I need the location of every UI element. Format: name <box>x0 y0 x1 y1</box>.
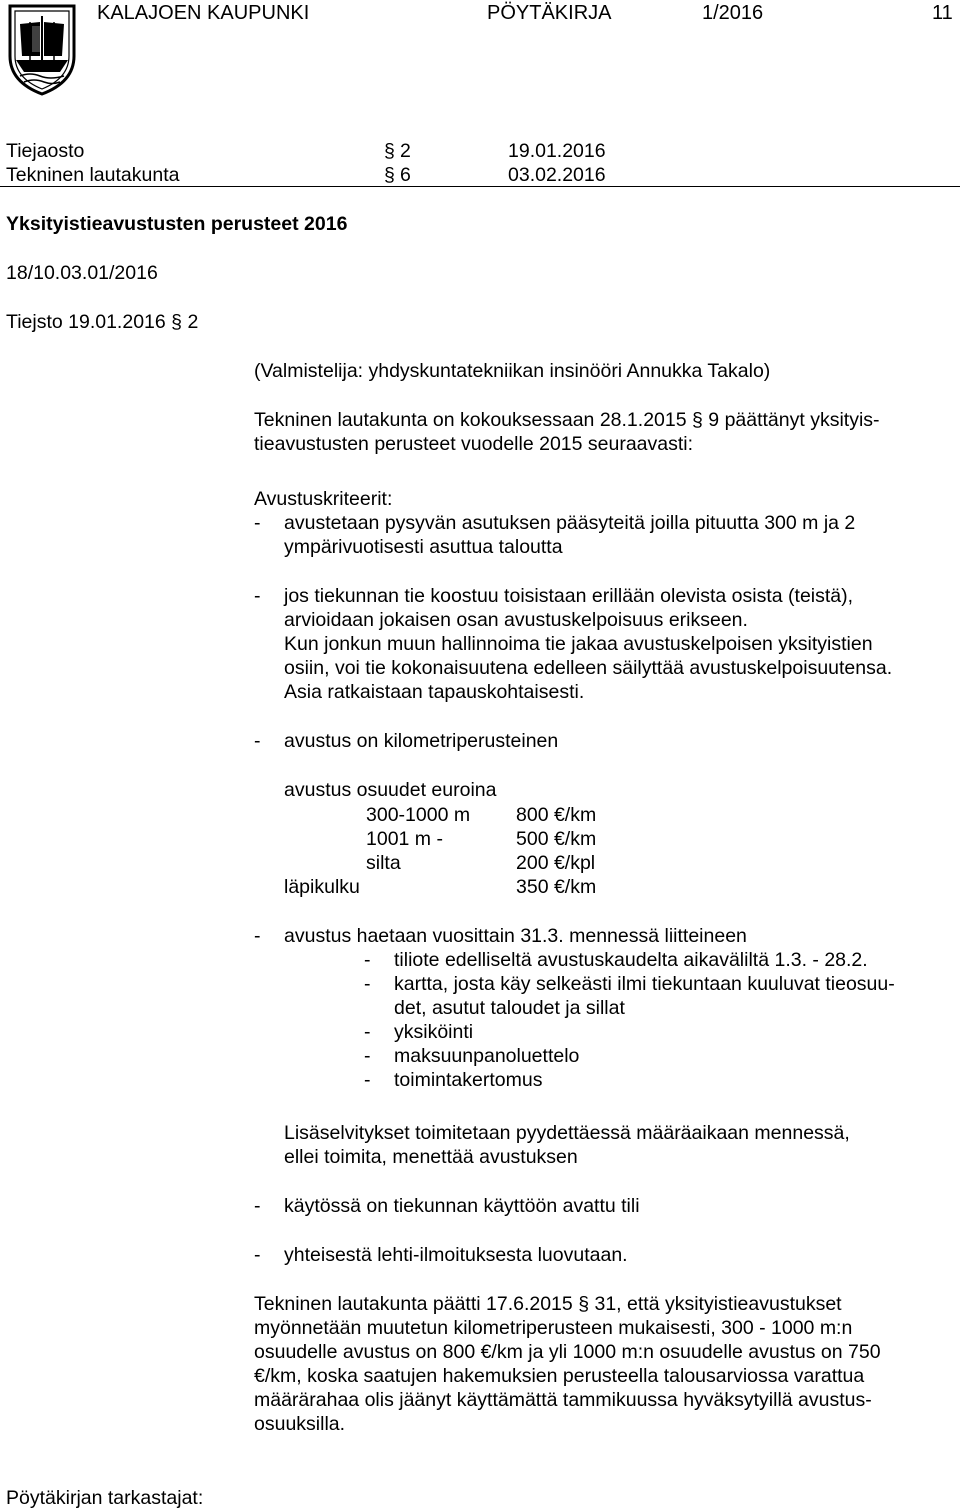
rate-amount: 200 €/kpl <box>516 852 596 874</box>
sub-bullet-dash: - <box>364 1069 371 1091</box>
section-sign-icon: § <box>578 1293 590 1315</box>
organization-name: KALAJOEN KAUPUNKI <box>97 2 310 24</box>
rate-amount: 800 €/km <box>516 804 597 826</box>
attachment-item: det, asutut taloudet ja sillat <box>394 997 625 1019</box>
sub-bullet-dash: - <box>364 1045 371 1067</box>
reference-number: 18/10.03.01/2016 <box>6 262 158 284</box>
sub-bullet-dash: - <box>364 1021 371 1043</box>
section-sign-icon: § <box>171 311 183 333</box>
intro-line-2: tieavustusten perusteet vuodelle 2015 seuraavasti: <box>254 433 694 455</box>
attachment-item: kartta, josta käy selkeästi ilmi tiekuntaan kuuluvat tieosuu- <box>394 973 895 995</box>
bullet-dash: - <box>254 730 261 752</box>
sub-bullet-dash: - <box>364 949 371 971</box>
criterion-text: jos tiekunnan tie koostuu toisistaan erillään olevista osista (teistä), <box>284 585 854 607</box>
sub-bullet-dash: - <box>364 973 371 995</box>
minutes-reviewers-label: Pöytäkirjan tarkastajat: <box>6 1487 204 1509</box>
decision-section: 31 <box>594 1293 617 1315</box>
attachment-item: yksiköinti <box>394 1021 474 1043</box>
reference-meeting-text: Tiejsto 19.01.2016 <box>6 311 166 333</box>
intro-section: 9 <box>708 409 720 431</box>
reference-meeting <box>6 310 198 335</box>
meeting-body: Tiejaosto <box>6 140 85 162</box>
city-crest-logo <box>6 2 78 98</box>
extra-info: ellei toimita, menettää avustuksen <box>284 1146 578 1168</box>
extra-info: Lisäselvitykset toimitetaan pyydettäessä määräaikaan mennessä, <box>284 1122 850 1144</box>
document-number: 1/2016 <box>702 2 764 24</box>
section-sign-icon: § <box>384 140 395 162</box>
decision-line: myönnetään muutetun kilometriperusteen mukaisesti, 300 - 1000 m:n <box>254 1317 853 1339</box>
bullet-dash: - <box>254 512 261 534</box>
decision-line: osuudelle avustus on 800 €/km ja yli 1000 m:n osuudelle avustus on 750 <box>254 1341 881 1363</box>
criterion-text: avustus haetaan vuosittain 31.3. mennessä liitteineen <box>284 925 747 947</box>
bullet-dash: - <box>254 1244 261 1266</box>
reference-section: 2 <box>187 311 199 333</box>
intro-text-cont: päättänyt yksityis- <box>724 409 880 431</box>
intro-text: Tekninen lautakunta on kokouksessaan 28.1.2015 <box>254 409 687 431</box>
section-sign-icon: § <box>692 409 703 431</box>
meeting-section: 2 <box>400 140 411 162</box>
criteria-heading: Avustuskriteerit: <box>254 488 393 510</box>
meeting-section: 6 <box>400 164 411 186</box>
document-body <box>254 359 954 1459</box>
criterion-text: ympärivuotisesti asuttua taloutta <box>284 536 563 558</box>
bullet-dash: - <box>254 925 261 947</box>
intro-line-1 <box>254 408 880 433</box>
criterion-text: avustetaan pysyvän asutuksen pääsyteitä joilla pituutta 300 m ja 2 <box>284 512 856 534</box>
header-divider <box>0 186 960 187</box>
preparer: (Valmistelija: yhdyskuntatekniikan insinööri Annukka Takalo) <box>254 360 771 382</box>
page-number: 11 <box>932 2 953 24</box>
rate-amount: 350 €/km <box>516 876 597 898</box>
rate-label: silta <box>366 852 401 874</box>
criterion-text: arvioidaan jokaisen osan avustuskelpoisuus erikseen. <box>284 609 748 631</box>
meeting-date: 03.02.2016 <box>508 164 606 186</box>
decision-line-1: Tekninen lautakunta päätti 17.6.2015 § 31, että yksityistieavustukset <box>254 1293 842 1315</box>
criterion-text: käytössä on tiekunnan käyttöön avattu tili <box>284 1195 640 1217</box>
criterion-text: avustus on kilometriperusteinen <box>284 730 559 752</box>
document-type: PÖYTÄKIRJA <box>487 2 612 24</box>
rate-amount: 500 €/km <box>516 828 597 850</box>
rate-label: läpikulku <box>284 876 360 898</box>
criterion-text: Kun jonkun muun hallinnoima tie jakaa avustuskelpoisen yksityistien <box>284 633 873 655</box>
decision-text: Tekninen lautakunta päätti 17.6.2015 <box>254 1293 573 1315</box>
section-sign-icon: § <box>384 164 395 186</box>
attachment-item: tiliote edelliseltä avustuskaudelta aikaväliltä 1.3. - 28.2. <box>394 949 868 971</box>
criterion-text: Asia ratkaistaan tapauskohtaisesti. <box>284 681 585 703</box>
decision-line: osuuksilla. <box>254 1413 346 1435</box>
attachment-item: toimintakertomus <box>394 1069 543 1091</box>
criterion-text: yhteisestä lehti-ilmoituksesta luovutaan. <box>284 1244 628 1266</box>
rate-label: 1001 m - <box>366 828 443 850</box>
decision-line: €/km, koska saatujen hakemuksien perusteella talousarviossa varattua <box>254 1365 865 1387</box>
meeting-date: 19.01.2016 <box>508 140 606 162</box>
agenda-title: Yksityistieavustusten perusteet 2016 <box>6 213 348 235</box>
rate-label: 300-1000 m <box>366 804 471 826</box>
bullet-dash: - <box>254 1195 261 1217</box>
attachment-item: maksuunpanoluettelo <box>394 1045 580 1067</box>
decision-line: määrärahaa olis jäänyt käyttämättä tammikuussa hyväksytyillä avustus- <box>254 1389 872 1411</box>
meeting-body: Tekninen lautakunta <box>6 164 180 186</box>
decision-text-cont: että yksityistieavustukset <box>627 1293 842 1315</box>
criterion-text: osiin, voi tie kokonaisuutena edelleen säilyttää avustuskelpoisuutensa. <box>284 657 893 679</box>
rate-table-heading: avustus osuudet euroina <box>284 779 497 801</box>
bullet-dash: - <box>254 585 261 607</box>
